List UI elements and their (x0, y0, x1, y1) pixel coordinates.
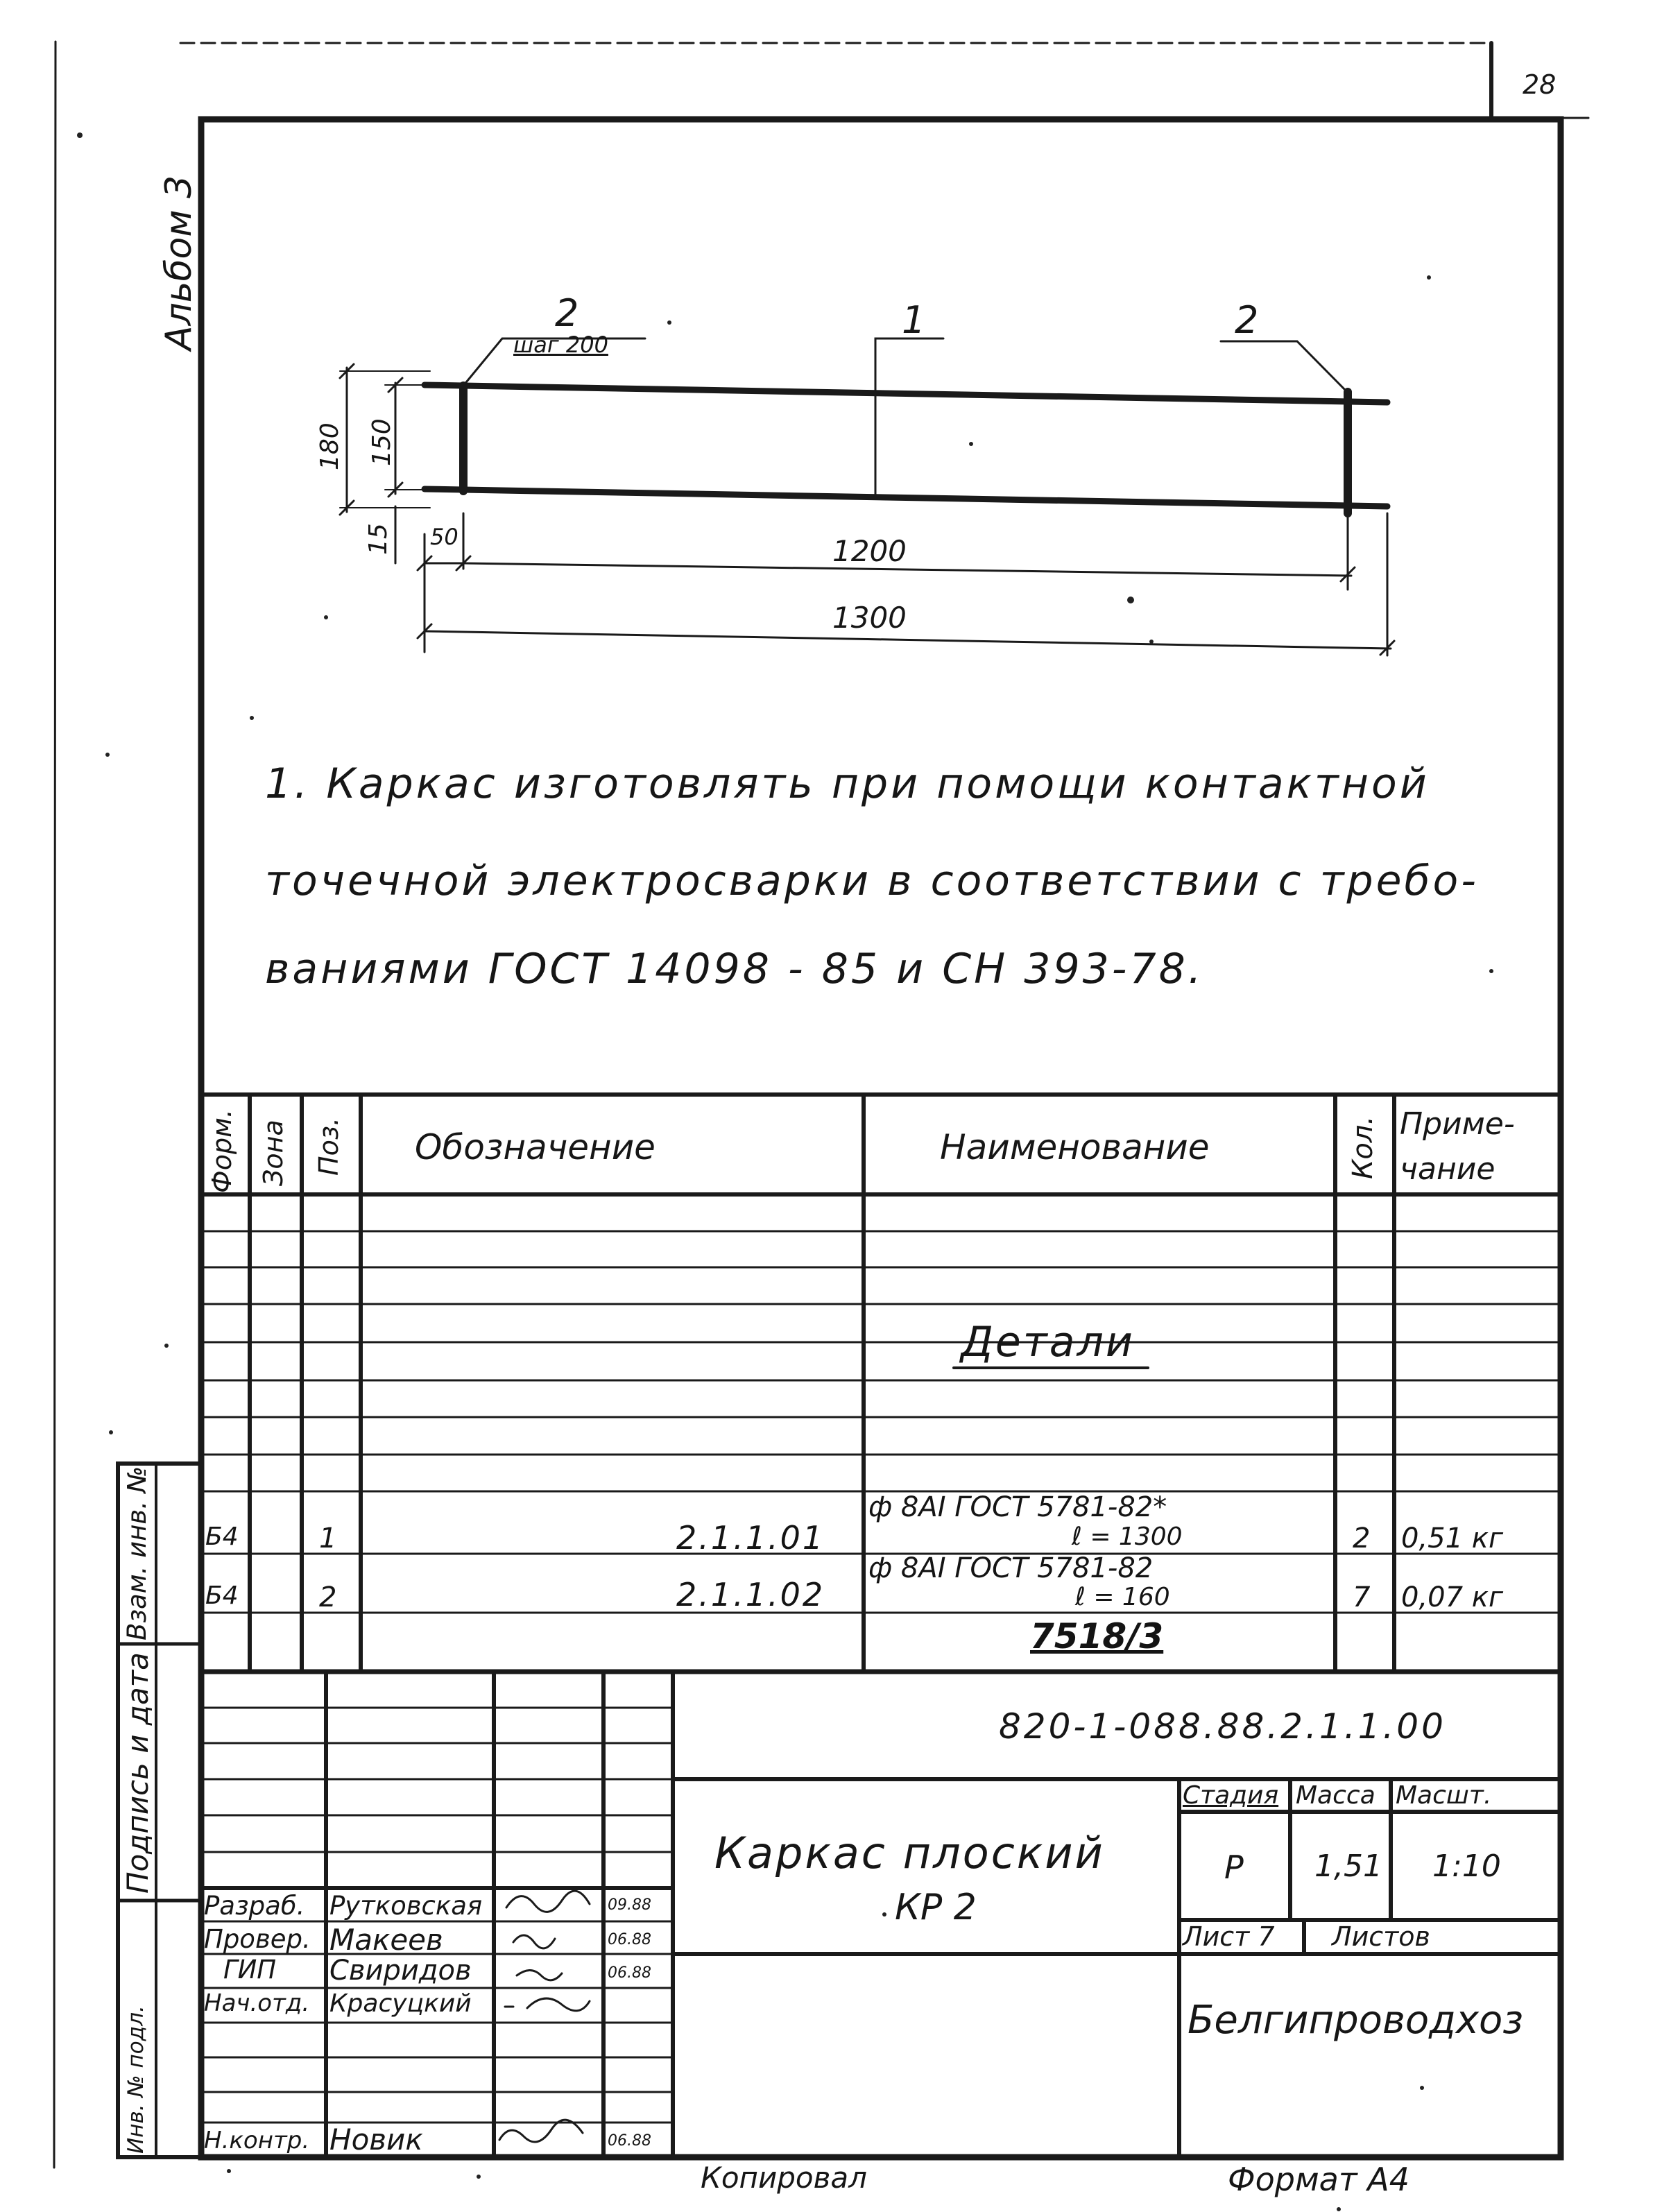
title-line-2: КР 2 (895, 1887, 977, 1928)
row2-format: Б4 (205, 1581, 239, 1610)
note-line-2: точечной электросварки в соответствии с требо- (265, 857, 1479, 905)
note-line-3: ваниями ГОСТ 14098 - 85 и СН 393-78. (265, 945, 1204, 993)
row1-name-2: ℓ = 1300 (1072, 1523, 1183, 1551)
sig-role-2: Провер. (204, 1924, 311, 1954)
copied-label: Копировал (701, 2161, 867, 2195)
header-pos: Поз. (314, 1117, 344, 1176)
dim-150: 150 (368, 418, 396, 466)
leader-left-note: шаг 200 (513, 332, 608, 358)
dim-50: 50 (430, 524, 458, 550)
dim-180: 180 (316, 422, 344, 470)
sheets-label: Листов (1332, 1921, 1430, 1952)
sig-role-5: Н.контр. (204, 2127, 310, 2154)
album-label: Альбом 3 (158, 175, 200, 350)
section-title: Детали (961, 1318, 1135, 1366)
header-note-1: Приме- (1400, 1106, 1515, 1142)
scale-value: 1:10 (1432, 1849, 1501, 1884)
sig-role-4: Нач.отд. (204, 1989, 310, 2017)
scale-label: Масшт. (1396, 1781, 1492, 1810)
header-qty: Кол. (1347, 1115, 1379, 1179)
sig-name-3: Свиридов (329, 1955, 472, 1987)
row1-format: Б4 (205, 1523, 239, 1551)
document-code: 820-1-088.88.2.1.1.00 (999, 1706, 1446, 1747)
row1-note: 0,51 кг (1401, 1523, 1503, 1554)
format-label: Формат А4 (1228, 2161, 1409, 2198)
header-note-2: чание (1400, 1151, 1495, 1187)
dim-1200: 1200 (832, 534, 907, 568)
row2-note: 0,07 кг (1401, 1581, 1503, 1613)
title-line-1: Каркас плоский (714, 1828, 1105, 1878)
sheet-number: 28 (1523, 69, 1557, 100)
note-line-1: 1. Каркас изготовлять при помощи контактной (265, 760, 1430, 808)
handwritten-mark: 7518/3 (1030, 1616, 1164, 1656)
mass-value: 1,51 (1314, 1849, 1382, 1884)
sig-name-2: Макеев (329, 1923, 443, 1957)
sig-role-1: Разраб. (204, 1891, 305, 1921)
header-designation: Обозначение (415, 1127, 655, 1167)
row2-designation: 2.1.1.02 (676, 1576, 825, 1613)
sig-date-2: 06.88 (608, 1931, 651, 1948)
stage-value: Р (1224, 1849, 1244, 1886)
leader-mid-pos: 1 (902, 298, 926, 342)
side-sign-date: Подпись и дата (121, 1652, 155, 1894)
row2-name-2: ℓ = 160 (1075, 1583, 1170, 1611)
sig-date-5: 06.88 (608, 2132, 651, 2150)
dim-15: 15 (364, 523, 393, 555)
row1-qty: 2 (1353, 1523, 1371, 1554)
organization: Белгипроводхоз (1188, 1998, 1524, 2043)
sig-name-5: Новик (329, 2123, 423, 2157)
leader-left-pos: 2 (555, 291, 579, 335)
row1-name-1: ф 8AI ГОСТ 5781-82* (868, 1491, 1167, 1523)
row2-qty: 7 (1353, 1581, 1371, 1613)
sig-name-4: Красуцкий (329, 1989, 472, 2018)
sig-role-3: ГИП (223, 1955, 277, 1984)
header-name: Наименование (940, 1127, 1210, 1167)
leader-right-pos: 2 (1235, 298, 1259, 342)
dim-1300: 1300 (832, 601, 907, 635)
header-format: Форм. (207, 1109, 237, 1193)
mass-label: Масса (1296, 1781, 1375, 1810)
sig-name-1: Рутковская (329, 1891, 483, 1921)
side-inv-podl: Инв. № подл. (123, 2005, 148, 2154)
sig-date-1: 09.88 (608, 1896, 651, 1914)
header-zone: Зона (258, 1120, 289, 1186)
row2-pos: 2 (319, 1581, 337, 1613)
sig-date-3: 06.88 (608, 1964, 651, 1982)
side-vzam-inv: Взам. инв. № (122, 1466, 152, 1640)
stage-label: Стадия (1183, 1781, 1279, 1810)
sheet-label: Лист 7 (1183, 1921, 1275, 1952)
row2-name-1: ф 8AI ГОСТ 5781-82 (868, 1552, 1154, 1584)
row1-pos: 1 (319, 1523, 337, 1554)
row1-designation: 2.1.1.01 (676, 1519, 825, 1557)
